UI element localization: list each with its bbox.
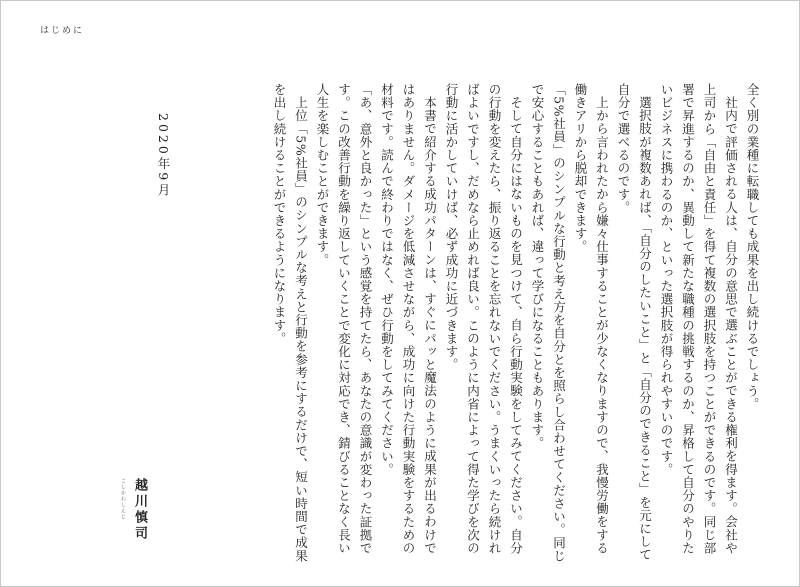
paragraph: 「あ、意外と良かった」という感覚を持てたら、あなたの意識が変わった証拠です。この改善行動を繰り返していくことで変化に対応でき、錆びることなく長い人生を楽しむことができます。	[315, 83, 373, 555]
paragraph: 上位「5%社員」のシンプルな考えと行動を参考にするだけで、短い時間で成果を出し続けることができるようになります。	[272, 83, 309, 562]
paragraph: そして自分にはないものを見つけて、自ら行動実験をしてみてください。自分の行動を変えたら、振り返ることを忘れないでください。うまくいったら続ければよいですし、だめなら止めれば良い。このように内省によって得た学びを次の行動に活かしていけば、必ず成功に近づきます。	[444, 83, 524, 555]
body-text	[123, 83, 763, 563]
paragraph: 全く別の業種に転職しても成果を出し続けるでしょう。	[745, 83, 760, 411]
author-name: 越川慎司	[132, 478, 147, 542]
paragraph: 上から言われたから嫌々仕事することが少なくなりますので、我慢労働をする働きアリから脱却できます。	[573, 83, 610, 554]
paragraph: 「5%社員」のシンプルな行動と考え方を自分とを照らし合わせてください。同じで安心することもあれば、違って学びになることもあります。	[530, 83, 567, 563]
author-reading: こしかわしんじ	[120, 478, 126, 520]
paragraph: 選択肢が複数あれば、「自分のしたいこと」と「自分のできること」を元にして自分で選べるのです。	[616, 83, 653, 561]
signature-date: 2020年9月	[156, 113, 171, 199]
paragraph: 社内で評価される人は、自分の意思で選ぶことができる権利を得ます。会社や上司から「自由と責任」を得て複数の選択肢を持つことができるのです。同じ部署で昇進するのか、異動して新たな職種の挑戦するのか、昇格して自分のやりたいビジネスに携わるのか、といった選択肢が得られやすいのです。	[659, 83, 739, 555]
paragraph: 本書で紹介する成功パターンは、すぐにパッと魔法のように成果が出るわけではありません。ダメージを低減させながら、成功に向けた行動実験をするための材料です。読んで終わりではなく、ぜひ行動をしてみてください。	[379, 83, 438, 555]
signature-author	[119, 478, 149, 558]
section-header: はじめに	[40, 26, 85, 36]
